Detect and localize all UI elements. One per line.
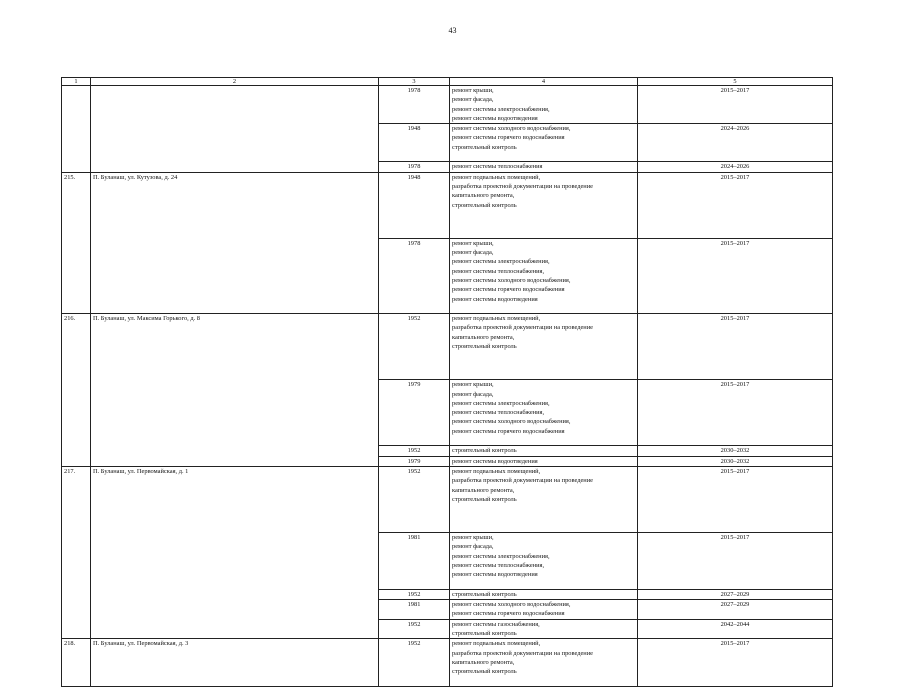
construction-year: 1978 [379, 162, 450, 172]
construction-year: 1948 [379, 172, 450, 238]
repair-works [450, 172, 638, 238]
repair-works [450, 466, 638, 532]
repair-work-item: ремонт системы теплоснабжения, [452, 561, 545, 569]
repair-period: 2024–2026 [638, 162, 833, 172]
header-col-3: 3 [379, 78, 450, 86]
construction-year: 1952 [379, 619, 450, 639]
construction-year: 1979 [379, 456, 450, 466]
repair-work-item: строительный контроль [452, 590, 517, 598]
header-col-1: 1 [62, 78, 91, 86]
table-row [62, 172, 833, 238]
building-address: П. Буланаш, ул. Первомайская, д. 1 [91, 466, 379, 638]
repair-work-item: капитального ремонта, [452, 658, 515, 666]
repair-works [450, 619, 638, 639]
repair-works [450, 639, 638, 687]
repair-work-item: ремонт системы электроснабжения, [452, 258, 550, 266]
table-row [62, 466, 833, 532]
building-address [91, 86, 379, 173]
repair-work-item: ремонт системы теплоснабжения, [452, 267, 545, 275]
repair-period: 2015–2017 [638, 314, 833, 380]
repair-work-item: ремонт подвальных помещений, [452, 467, 541, 475]
repair-works [450, 162, 638, 172]
capital-repair-table [61, 77, 833, 687]
repair-work-item: ремонт системы холодного водоснабжения, [452, 418, 571, 426]
repair-work-item: ремонт подвальных помещений, [452, 173, 541, 181]
repair-work-item: ремонт системы водоотведения [452, 295, 538, 303]
repair-period: 2030–2032 [638, 446, 833, 456]
construction-year: 1979 [379, 380, 450, 446]
page-number: 43 [448, 26, 457, 35]
repair-work-item: ремонт крыши, [452, 239, 494, 247]
repair-work-item: ремонт системы горячего водоснабжения [452, 134, 565, 142]
construction-year: 1952 [379, 446, 450, 456]
construction-year: 1952 [379, 314, 450, 380]
repair-work-item: капитального ремонта, [452, 486, 515, 494]
repair-work-item: ремонт подвальных помещений, [452, 315, 541, 323]
repair-work-item: строительный контроль [452, 447, 517, 455]
repair-work-item: ремонт крыши, [452, 381, 494, 389]
building-address: П. Буланаш, ул. Максима Горького, д. 8 [91, 314, 379, 467]
repair-period: 2024–2026 [638, 124, 833, 162]
repair-work-item: ремонт крыши, [452, 87, 494, 94]
repair-period: 2015–2017 [638, 172, 833, 238]
construction-year: 1952 [379, 466, 450, 532]
repair-work-item: ремонт системы электроснабжения, [452, 105, 550, 113]
table-body [62, 86, 833, 687]
repair-work-item: строительный контроль [452, 143, 517, 151]
repair-work-item: ремонт системы горячего водоснабжения [452, 286, 565, 294]
repair-work-item: ремонт системы горячего водоснабжения [452, 427, 565, 435]
repair-period: 2027–2029 [638, 600, 833, 620]
repair-work-item: ремонт системы холодного водоснабжения, [452, 125, 571, 133]
repair-work-item: разработка проектной документации на проведение [452, 182, 593, 190]
repair-works [450, 124, 638, 162]
construction-year: 1952 [379, 639, 450, 687]
repair-works [450, 600, 638, 620]
repair-work-item: ремонт фасада, [452, 390, 494, 398]
repair-work-item: ремонт системы холодного водоснабжения, [452, 276, 571, 284]
repair-works [450, 238, 638, 313]
entry-number: 215. [62, 172, 91, 313]
repair-work-item: ремонт системы электроснабжения, [452, 552, 550, 560]
repair-work-item: ремонт системы газоснабжения, [452, 620, 540, 628]
header-col-2: 2 [91, 78, 379, 86]
entry-number: 217. [62, 466, 91, 638]
repair-work-item: ремонт системы холодного водоснабжения, [452, 601, 571, 609]
repair-period: 2030–2032 [638, 456, 833, 466]
repair-work-item: строительный контроль [452, 495, 517, 503]
table-header-row [62, 78, 833, 86]
construction-year: 1978 [379, 86, 450, 124]
repair-work-item: разработка проектной документации на проведение [452, 649, 593, 657]
repair-work-item: разработка проектной документации на проведение [452, 477, 593, 485]
entry-number: 216. [62, 314, 91, 467]
repair-works [450, 456, 638, 466]
repair-work-item: ремонт системы электроснабжения, [452, 399, 550, 407]
building-address: П. Буланаш, ул. Кутузова, д. 24 [91, 172, 379, 313]
header-col-4: 4 [450, 78, 638, 86]
repair-works [450, 589, 638, 599]
repair-period: 2015–2017 [638, 238, 833, 313]
repair-work-item: ремонт фасада, [452, 96, 494, 104]
repair-work-item: ремонт системы водоотведения [452, 457, 538, 465]
repair-works [450, 380, 638, 446]
repair-works [450, 446, 638, 456]
repair-work-item: строительный контроль [452, 201, 517, 209]
construction-year: 1952 [379, 589, 450, 599]
entry-number [62, 86, 91, 173]
repair-work-item: ремонт системы теплоснабжения [452, 163, 543, 171]
repair-period: 2015–2017 [638, 466, 833, 532]
repair-work-item: строительный контроль [452, 630, 517, 638]
repair-period: 2015–2017 [638, 533, 833, 590]
construction-year: 1981 [379, 533, 450, 590]
repair-work-item: капитального ремонта, [452, 192, 515, 200]
repair-work-item: капитального ремонта, [452, 333, 515, 341]
header-col-5: 5 [638, 78, 833, 86]
repair-work-item: ремонт системы теплоснабжения, [452, 409, 545, 417]
repair-works [450, 86, 638, 124]
repair-work-item: разработка проектной документации на проведение [452, 324, 593, 332]
repair-work-item: ремонт крыши, [452, 534, 494, 542]
construction-year: 1978 [379, 238, 450, 313]
table-row [62, 314, 833, 380]
repair-period: 2027–2029 [638, 589, 833, 599]
repair-period: 2015–2017 [638, 86, 833, 124]
table-row [62, 639, 833, 687]
repair-work-item: ремонт системы водоотведения [452, 571, 538, 579]
repair-work-item: ремонт фасада, [452, 543, 494, 551]
construction-year: 1981 [379, 600, 450, 620]
repair-work-item: ремонт системы водоотведения [452, 114, 538, 122]
repair-works [450, 314, 638, 380]
repair-work-item: ремонт подвальных помещений, [452, 640, 541, 648]
repair-work-item: строительный контроль [452, 343, 517, 351]
construction-year: 1948 [379, 124, 450, 162]
repair-work-item: строительный контроль [452, 668, 517, 676]
repair-period: 2015–2017 [638, 380, 833, 446]
repair-work-item: ремонт системы горячего водоснабжения [452, 610, 565, 618]
repair-period: 2042–2044 [638, 619, 833, 639]
repair-works [450, 533, 638, 590]
repair-period: 2015–2017 [638, 639, 833, 687]
table-row [62, 86, 833, 124]
entry-number: 218. [62, 639, 91, 687]
building-address: П. Буланаш, ул. Первомайская, д. 3 [91, 639, 379, 687]
repair-work-item: ремонт фасада, [452, 249, 494, 257]
